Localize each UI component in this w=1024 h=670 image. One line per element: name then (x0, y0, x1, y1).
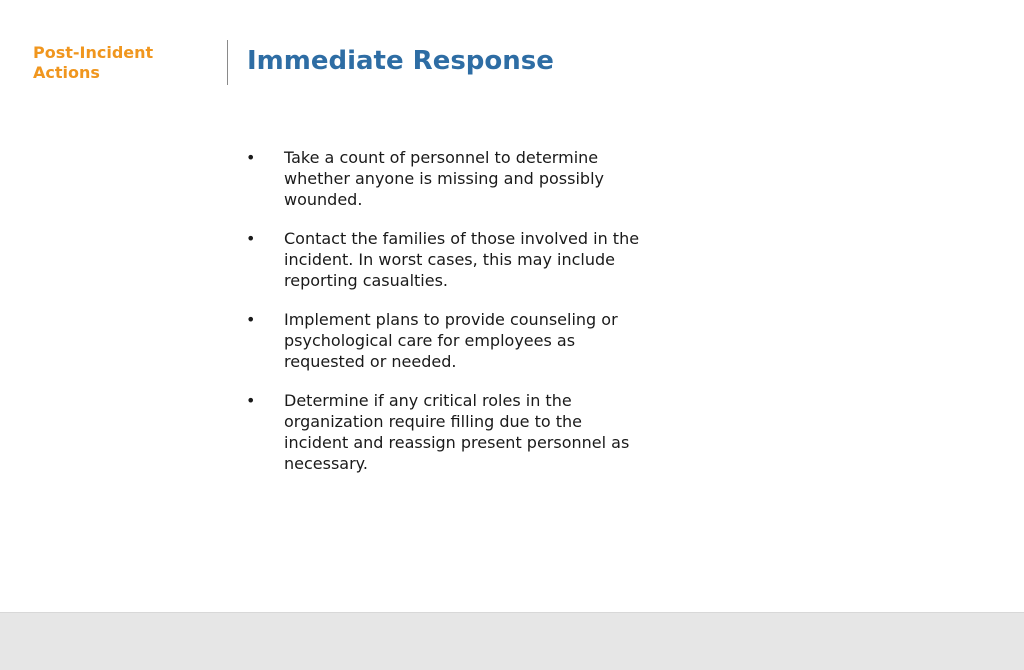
footer-band (0, 612, 1024, 670)
list-item (246, 228, 646, 291)
section-label: Post-Incident Actions (33, 43, 154, 82)
bullet-icon: • (246, 148, 256, 167)
header-divider (227, 40, 228, 85)
list-item (246, 309, 646, 372)
list-item (246, 147, 646, 210)
bullet-icon: • (246, 229, 256, 248)
slide-title: Immediate Response (247, 46, 554, 76)
bullet-icon: • (246, 310, 256, 329)
bullet-list (246, 147, 646, 492)
bullet-text: Determine if any critical roles in the organization require filling due to the incident and reassign present personnel as necessary. (284, 391, 630, 473)
bullet-text: Implement plans to provide counseling or psychological care for employees as requested or needed. (284, 310, 618, 371)
list-item (246, 390, 646, 474)
bullet-text: Take a count of personnel to determine whether anyone is missing and possibly wounded. (284, 148, 604, 209)
bullet-icon: • (246, 391, 256, 410)
bullet-text: Contact the families of those involved in the incident. In worst cases, this may include reporting casualties. (284, 229, 640, 290)
